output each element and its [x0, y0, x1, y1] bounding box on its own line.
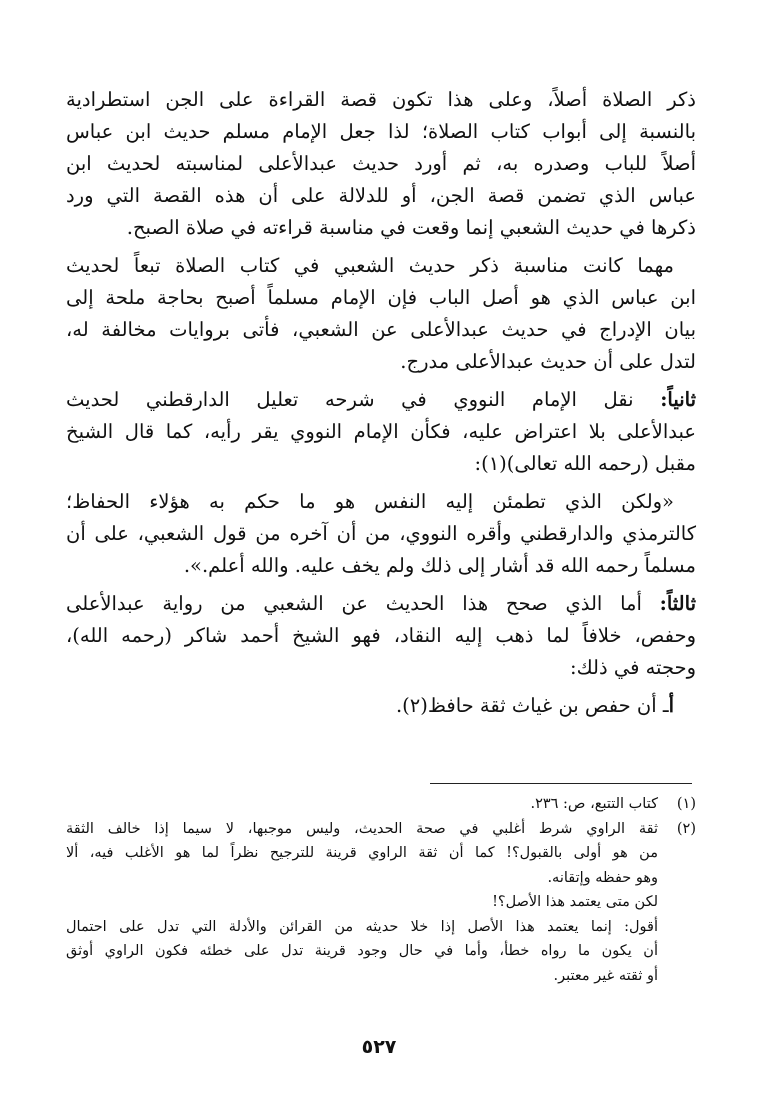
- text-segment: نقل الإمام النووي في شرحه تعليل الدارقطني لحديث: [66, 388, 634, 411]
- text-line: من هو أولى بالقبول؟! كما أن ثقة الراوي قرينة للترجيح نظراً لما هو الأغلب فيه، ألا: [66, 845, 658, 861]
- footnote-body: [66, 792, 658, 817]
- text-line: كالترمذي والدارقطني وأقره النووي، من أن آخره من قول الشعبي، على أن: [66, 522, 696, 545]
- text-line: ذكرها في حديث الشعبي إنما وقعت في مناسبة قراءته في صلاة الصبح.: [126, 216, 696, 239]
- quotation: [66, 486, 696, 582]
- text-line: وحفص، خلافاً لما ذهب إليه النقاد، فهو الشيخ أحمد شاكر (رحمه الله)،: [66, 624, 696, 647]
- text-line: لتدل على أن حديث عبدالأعلى مدرج.: [400, 350, 696, 373]
- text-segment: ـ أن حفص بن غياث ثقة حافظ(٢).: [395, 694, 669, 717]
- text-line: أو ثقته غير معتبر.: [553, 967, 658, 984]
- text-line: أن يكون ما رواه خطأ، وأما في حال وجود قرينة تدل على خطئه فكون الراوي أوثق: [66, 943, 658, 959]
- paragraph-6: [66, 690, 696, 722]
- page-number: ٥٢٧: [361, 1036, 397, 1058]
- paragraph-3: [66, 384, 696, 480]
- footnote-body: [66, 817, 658, 989]
- text-segment: أما الذي صحح هذا الحديث عن الشعبي من رواية عبدالأعلى: [66, 592, 642, 615]
- footnote-2: [66, 817, 696, 989]
- paragraph-2: [66, 250, 696, 378]
- text-line: [66, 588, 696, 620]
- paragraph-5: [66, 588, 696, 684]
- footnote-1: [66, 792, 696, 817]
- footnotes: [66, 792, 696, 988]
- paragraph-1: [66, 84, 696, 244]
- text-line: [66, 690, 696, 722]
- text-line: ذكر الصلاة أصلاً، وعلى هذا تكون قصة القراءة على الجن استطرادية: [66, 88, 696, 111]
- text-line: عباس الذي تضمن قصة الجن، أو للدلالة على أن هذه القصة التي ورد: [66, 184, 696, 207]
- text-line: مهما كانت مناسبة ذكر حديث الشعبي في كتاب الصلاة تبعاً لحديث: [66, 254, 674, 277]
- text-line: مقبل (رحمه الله تعالى)(١):: [474, 452, 696, 475]
- text-line: وهو حفظه وإتقانه.: [547, 869, 658, 886]
- text-line: أصلاً للباب وصدره به، ثم أورد حديث عبدالأعلى لمناسبته لحديث ابن: [66, 152, 696, 175]
- section-label-second: ثانياً:: [660, 388, 697, 411]
- footnote-number: (٢): [676, 820, 696, 837]
- text-line: ابن عباس الذي هو أصل الباب فإن الإمام مسلماً أصبح بحاجة ملحة إلى: [66, 286, 696, 309]
- item-label-a: أ: [668, 694, 674, 717]
- text-line: «ولكن الذي تطمئن إليه النفس هو ما حكم به هؤلاء الحفاظ؛: [66, 490, 674, 513]
- main-text: [66, 84, 696, 728]
- footnote-number: (١): [676, 796, 696, 812]
- text-line: بيان الإدراج في حديث عبدالأعلى عن الشعبي، فأتى بروايات مخالفة له،: [66, 318, 696, 341]
- footnote-separator: [430, 783, 692, 784]
- text-line: أقول: إنما يعتمد هذا الأصل إذا خلا حديثه من القرائن والأدلة التي تدل على احتمال: [66, 918, 658, 935]
- text-line: عبدالأعلى بلا اعتراض عليه، فكأن الإمام النووي يقر رأيه، كما قال الشيخ: [66, 420, 696, 443]
- text-line: بالنسبة إلى أبواب كتاب الصلاة؛ لذا جعل الإمام مسلم حديث ابن عباس: [66, 120, 696, 143]
- section-label-third: ثالثاً:: [659, 592, 696, 615]
- text-line: [66, 384, 696, 416]
- text-line: ثقة الراوي شرط أغلبي في صحة الحديث، وليس موجبها، لا سيما إذا خالف الثقة: [66, 820, 658, 837]
- text-line: لكن متى يعتمد هذا الأصل؟!: [492, 894, 658, 910]
- text-line: مسلماً رحمه الله قد أشار إلى ذلك ولم يخف عليه. والله أعلم.».: [183, 554, 696, 577]
- text-line: كتاب التتبع، ص: ٢٣٦.: [530, 796, 658, 812]
- text-line: وحجته في ذلك:: [570, 656, 696, 679]
